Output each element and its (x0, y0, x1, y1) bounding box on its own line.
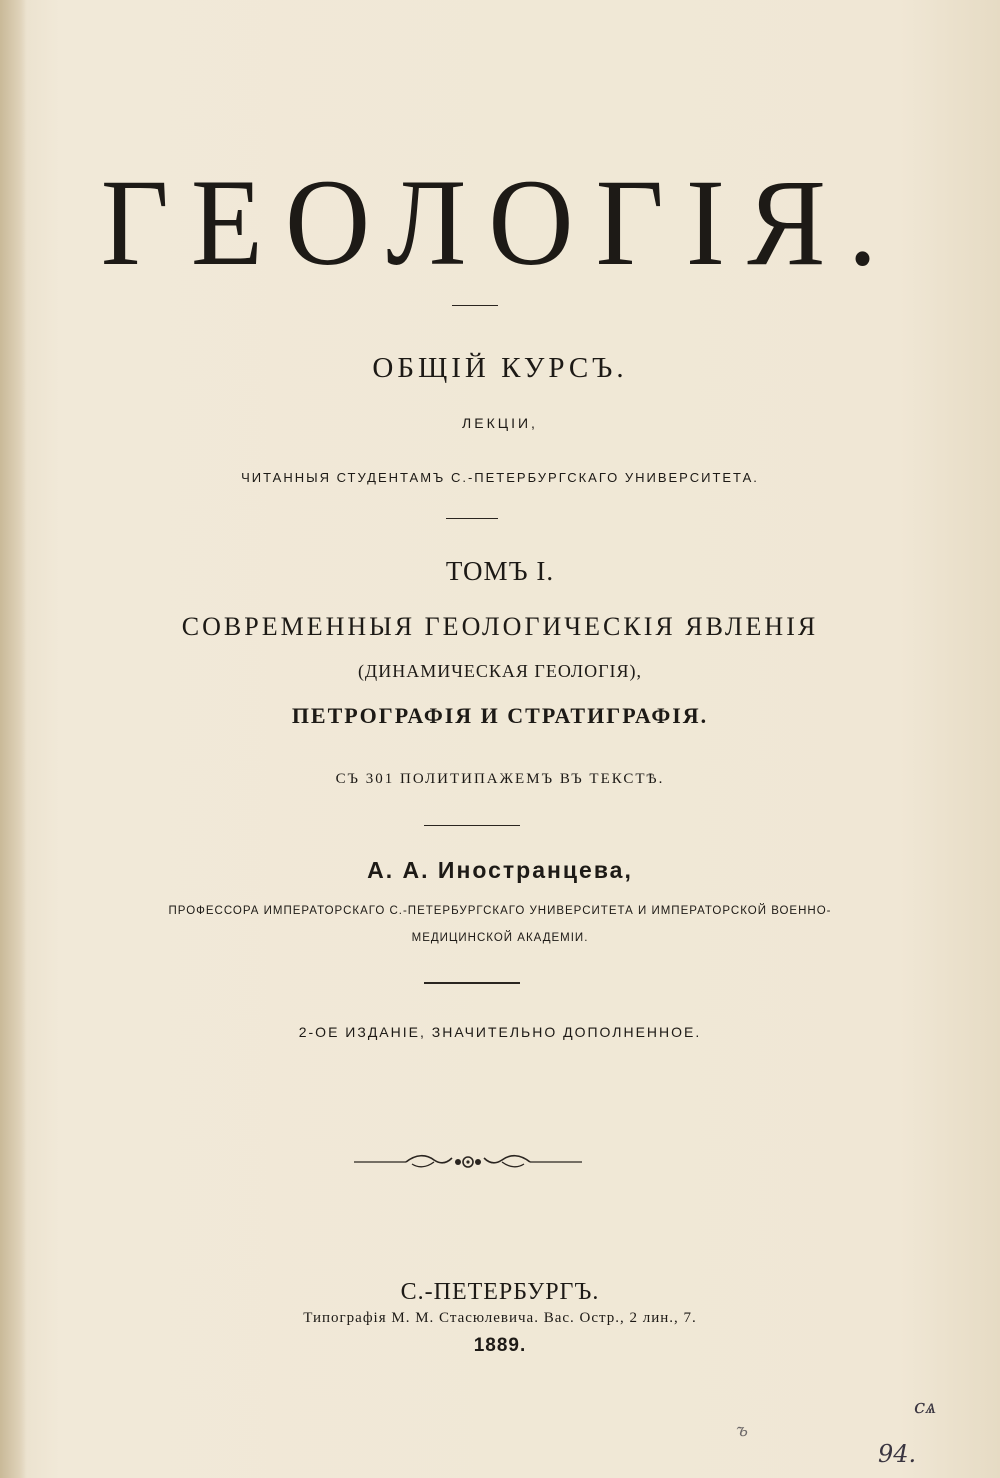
divider-rule (452, 305, 498, 306)
city-imprint: С.-ПЕТЕРБУРГЪ. (400, 1279, 600, 1305)
lectures-label: ЛЕКЦІИ, (462, 415, 538, 431)
pencil-mark: сѧ (914, 1394, 937, 1418)
publication-year: 1889. (473, 1335, 527, 1356)
edition-note: 2-ОЕ ИЗДАНІЕ, ЗНАЧИТЕЛЬНО ДОПОЛНЕННОЕ. (298, 1024, 702, 1040)
divider-rule (446, 518, 498, 519)
subject-heading-2: ПЕТРОГРАФІЯ И СТРАТИГРАФІЯ. (291, 703, 709, 728)
ornament-divider (354, 1148, 582, 1176)
author-name: А. А. Иностранцева, (367, 857, 633, 883)
subject-heading: СОВРЕМЕННЫЯ ГЕОЛОГИЧЕСКІЯ ЯВЛЕНІЯ (181, 612, 819, 641)
printer-imprint: Типографія М. М. Стасюлевича. Вас. Остр., 2 лин., 7. (303, 1310, 697, 1326)
pencil-mark: ъ (736, 1420, 748, 1441)
divider-rule (424, 982, 520, 984)
course-heading: ОБЩІЙ КУРСЪ. (372, 352, 628, 384)
audience-line: ЧИТАННЫЯ СТУДЕНТАМЪ С.-ПЕТЕРБУРГСКАГО УНИВЕРСИТЕТА. (241, 470, 759, 485)
divider-rule (424, 825, 520, 826)
pencil-number: 94. (878, 1440, 917, 1468)
book-title: ГЕОЛОГІЯ. (100, 153, 900, 292)
author-title-line-2: МЕДИЦИНСКОЙ АКАДЕМІИ. (411, 932, 589, 944)
volume-heading: ТОМЪ I. (445, 556, 555, 586)
author-title-line-1: ПРОФЕССОРА ИМПЕРАТОРСКАГО С.-ПЕТЕРБУРГСКАГО УНИВЕРСИТЕТА И ИМПЕРАТОРСКОЙ ВОЕННО- (168, 905, 832, 917)
illustrations-note: СЪ 301 ПОЛИТИПАЖЕМЪ ВЪ ТЕКСТѢ. (335, 771, 665, 787)
subject-note: (ДИНАМИЧЕСКАЯ ГЕОЛОГІЯ), (357, 661, 643, 681)
